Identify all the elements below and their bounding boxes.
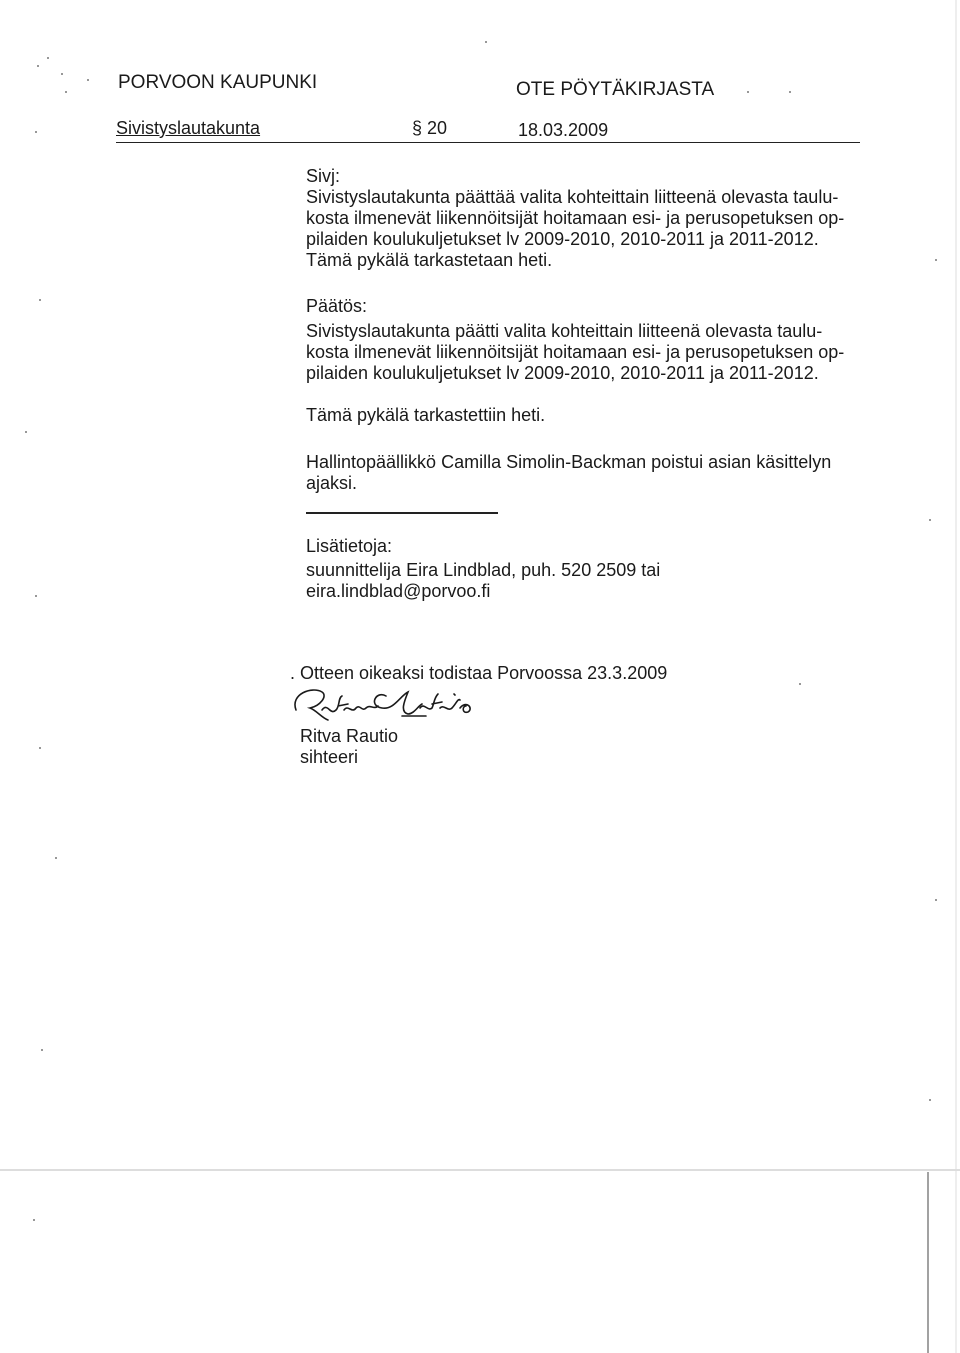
- certification-statement: . Otteen oikeaksi todistaa Porvoossa 23.3.2009: [290, 663, 668, 683]
- header-rule: [116, 142, 860, 143]
- absence-line: ajaksi.: [306, 473, 358, 493]
- section-number: § 20: [412, 118, 448, 138]
- contact-label: Lisätietoja:: [306, 536, 393, 556]
- proposal-line: Sivistyslautakunta päättää valita kohteittain liitteenä olevasta taulu-: [306, 187, 839, 207]
- absence-note: [306, 452, 831, 494]
- absence-line: Hallintopäällikkö Camilla Simolin-Backman poistui asian käsittelyn: [306, 452, 832, 472]
- meeting-date: 18.03.2009: [518, 120, 609, 140]
- decision-block: [306, 296, 844, 384]
- proposal-block: [306, 166, 844, 271]
- organization-name: PORVOON KAUPUNKI: [118, 72, 318, 93]
- signatory: [300, 726, 398, 768]
- proposal-line: kosta ilmenevät liikennöitsijät hoitamaan esi- ja perusopetuksen op-: [306, 208, 845, 228]
- contact-person: suunnittelija Eira Lindblad, puh. 520 2509 tai: [306, 560, 661, 580]
- signatory-name: Ritva Rautio: [300, 726, 399, 746]
- section-divider: [306, 512, 498, 514]
- proposal-line: Tämä pykälä tarkastetaan heti.: [306, 250, 553, 270]
- decision-line: kosta ilmenevät liikennöitsijät hoitamaan esi- ja perusopetuksen op-: [306, 342, 845, 362]
- checked-statement: Tämä pykälä tarkastettiin heti.: [306, 405, 546, 425]
- decision-label: Päätös:: [306, 296, 368, 316]
- decision-line: pilaiden koulukuljetukset lv 2009-2010, 2010-2011 ja 2011-2012.: [306, 363, 819, 383]
- proposal-line: pilaiden koulukuljetukset lv 2009-2010, 2010-2011 ja 2011-2012.: [306, 229, 819, 249]
- signatory-title: sihteeri: [300, 747, 359, 767]
- proposal-label: Sivj:: [306, 166, 341, 186]
- document-type: OTE PÖYTÄKIRJASTA: [516, 79, 715, 100]
- handwritten-signature: [282, 680, 482, 730]
- contact-email: eira.lindblad@porvoo.fi: [306, 581, 491, 601]
- committee-name: Sivistyslautakunta: [116, 118, 261, 138]
- contact-block: [306, 536, 660, 602]
- decision-line: Sivistyslautakunta päätti valita kohteittain liitteenä olevasta taulu-: [306, 321, 823, 341]
